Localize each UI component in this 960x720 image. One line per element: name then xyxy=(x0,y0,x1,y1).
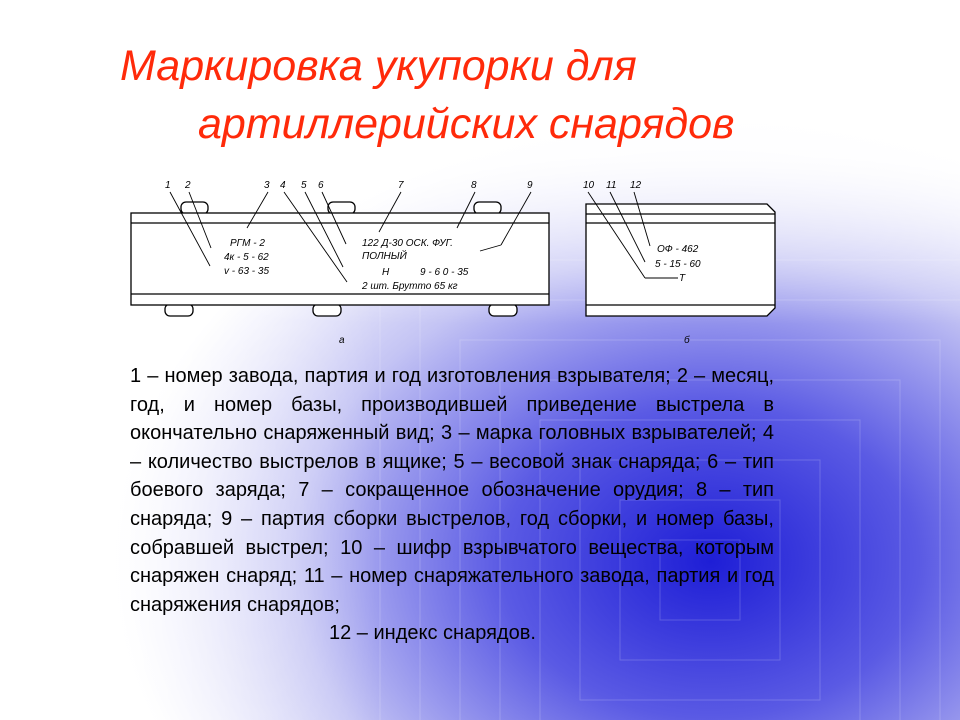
box-a-right-line-1: 122 Д-30 ОСК. ФУГ. xyxy=(362,238,453,249)
callout-7: 7 xyxy=(398,180,404,191)
callout-6: 6 xyxy=(318,180,324,191)
callout-11: 11 xyxy=(606,180,617,191)
box-b-line-1: ОФ - 462 xyxy=(657,244,699,255)
callout-10: 10 xyxy=(583,180,595,191)
box-b-line-3: Т xyxy=(679,273,686,284)
legend-main-text: 1 – номер завода, партия и год изготовления взрывателя; 2 – месяц, год, и номер базы, производившей приведение выстрела в окончательно снаряженный вид; 3 – марка головных взрывателей; 4 – количество выстрелов в ящике; 5 – весовой знак снаряда; 6 – тип боевого заряда; 7 – сокращенное обозначение орудия; 8 – тип снаряда; 9 – партия сборки выстрелов, год сборки, и номер базы, собравшей выстрел; 10 – шифр взрывчатого вещества, которым снаряжен снаряд; 11 – номер снаряжательного завода, партия и год снаряжения снарядов; xyxy=(130,365,774,616)
box-a-right-line-2: ПОЛНЫЙ xyxy=(362,251,407,262)
box-a-right-line-3-left: Н xyxy=(382,267,390,278)
box-a-right-line-3-right: 9 - 6 0 - 35 xyxy=(420,267,469,278)
legend-last-line: 12 – индекс снарядов. xyxy=(329,622,536,645)
callout-3: 3 xyxy=(264,180,270,191)
box-a-left-line-3: v - 63 - 35 xyxy=(224,266,270,277)
callout-8: 8 xyxy=(471,180,477,191)
legend-description xyxy=(130,362,774,648)
box-a-left-line-1: РГМ - 2 xyxy=(230,238,265,249)
callout-1: 1 xyxy=(165,180,171,191)
callout-5: 5 xyxy=(301,180,307,191)
callout-9: 9 xyxy=(527,180,533,191)
title-line-2: артиллерийских снарядов xyxy=(198,100,735,148)
callout-2: 2 xyxy=(185,180,191,191)
caption-a: а xyxy=(339,335,345,346)
callout-4: 4 xyxy=(280,180,286,191)
callout-12: 12 xyxy=(630,180,642,191)
box-b-line-2: 5 - 15 - 60 xyxy=(655,259,701,270)
crate-a xyxy=(131,202,549,316)
box-a-left-line-2: 4к - 5 - 62 xyxy=(224,252,269,263)
title-line-1: Маркировка укупорки для xyxy=(120,42,637,90)
box-a-right-line-4: 2 шт. Брутто 65 кг xyxy=(362,281,458,292)
caption-b: б xyxy=(684,335,690,346)
